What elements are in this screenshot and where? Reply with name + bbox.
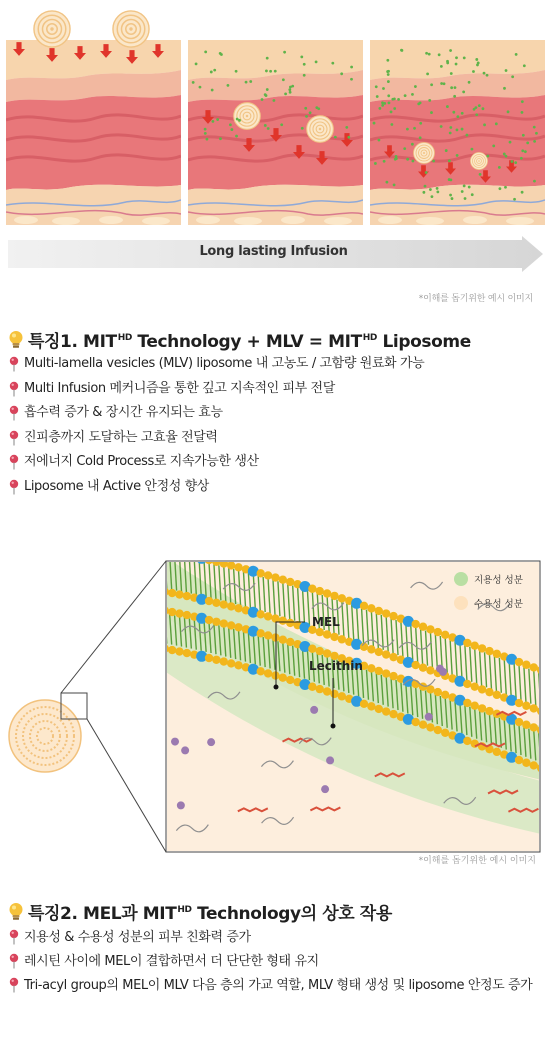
pin-icon — [8, 430, 20, 446]
diagram-caption: *이해를 돕기위한 예시 이미지 — [418, 856, 536, 866]
illustration-caption: *이해를 돕기위한 예시 이미지 — [418, 294, 533, 304]
infusion-arrow-label: Long lasting Infusion — [199, 244, 348, 259]
pin-icon — [8, 454, 20, 470]
mel-label: MEL — [312, 615, 340, 629]
legend-oil-label: 지용성 성분 — [474, 575, 523, 586]
list-item: Multi-lamella vesicles (MLV) liposome 내 고농도 / 고함량 원료화 가능 — [8, 353, 543, 378]
lightbulb-icon — [8, 902, 24, 922]
list-item: Tri-acyl group의 MEL이 MLV 다음 층의 가교 역할, MLV 형태 생성 및 liposome 안정도 증가 — [8, 974, 543, 998]
list-item: 흡수력 증가 & 장시간 유지되는 효능 — [8, 402, 543, 427]
list-item: Liposome 내 Active 안정성 향상 — [8, 476, 543, 501]
lecithin-label: Lecithin — [309, 659, 363, 673]
feature2-heading: 특징2. MEL과 $MIT^{HD}$ Technology의 상호 작용 — [8, 899, 392, 924]
legend-water-label: 수용성 성분 — [474, 599, 523, 610]
pin-icon — [8, 977, 20, 993]
list-item: Multi Infusion 메커니즘을 통한 깊고 지속적인 피부 전달 — [8, 378, 543, 403]
feature1-heading: 특징1. $MIT^{HD}$ Technology + MLV = $MIT^{HD}$ Liposome — [8, 327, 471, 352]
feature2-list — [8, 926, 543, 998]
list-item: 저에너지 Cold Process로 지속가능한 생산 — [8, 451, 543, 476]
pin-icon — [8, 953, 20, 969]
mel-lecithin-diagram — [0, 556, 547, 874]
list-item: 지용성 & 수용성 성분의 피부 친화력 증가 — [8, 926, 543, 950]
pin-icon — [8, 381, 20, 397]
liposome-icon — [9, 700, 81, 772]
pin-icon — [8, 479, 20, 495]
pin-icon — [8, 356, 20, 372]
feature1-list — [8, 353, 543, 500]
list-item: 레시틴 사이에 MEL이 결합하면서 더 단단한 형태 유지 — [8, 950, 543, 974]
list-item: 진피층까지 도달하는 고효율 전달력 — [8, 427, 543, 452]
skin-infusion-illustration — [0, 0, 547, 230]
lightbulb-icon — [8, 330, 24, 350]
pin-icon — [8, 929, 20, 945]
pin-icon — [8, 405, 20, 421]
